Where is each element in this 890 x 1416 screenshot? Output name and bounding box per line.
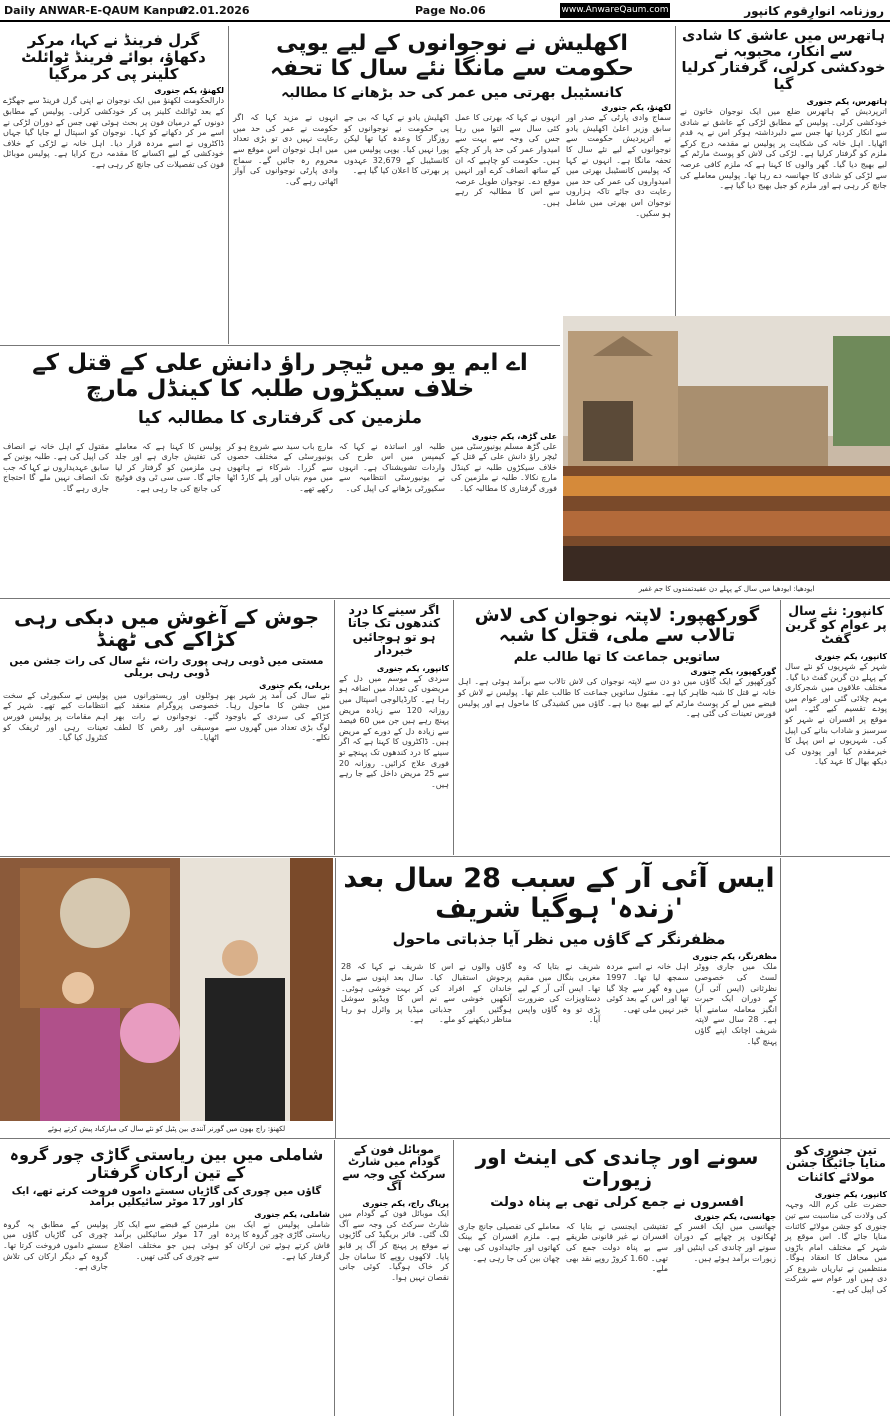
story-lucknow-suicide [0,26,227,344]
story-subheadline: ساتویں جماعت کا تھا طالب علم [513,650,721,666]
story-column: انہوں نے مزید کہا کہ اگر حکومت نے عمر کی حد میں رعایت نہیں دی تو بڑی تعداد میں اہل نوجوان اس موقع سے محروم رہ جائیں گے۔ سماج وادی پارٹی نوجوانوں کی آواز اٹھاتی رہے گی۔ [230,113,338,186]
story-body: سردی کے موسم میں دل کے مریضوں کی تعداد میں اضافہ ہو رہا ہے۔ کارڈیالوجی اسپتال میں روزانہ 120 سے زیادہ مریض پہنچ رہے ہیں جن میں 60 فیصد سے زیادہ دل کے دورے کے مریض ہیں۔ ڈاکٹروں کا کہنا ہے کہ اگر سینے کا درد کندھوں تک پہنچے تو فوری علاج کرائیں۔ روزانہ 20 سے 25 مریض داخل کیے جا رہے ہیں۔ [336,673,449,789]
story-column: تفتیشی ایجنسی نے بتایا کہ افسران نے غیر قانونی طریقے سے بے پناہ دولت جمع کی تھی۔ 1.60 کروڑ روپے نقد بھی ملے۔ [563,1221,668,1274]
story-headline: اگر سینے کا درد کندھوں تک جاتا ہو تو ہوجائیں خبردار [347,603,441,658]
dateline: کانپور، یکم جنوری [814,1190,887,1200]
story-column: اہل خانہ نے اسے مردہ سمجھ لیا تھا۔ 1997 میں وہ گھر سے چلا گیا تھا اور اس کے بعد کوئی خبر نہیں ملی تھی۔ [603,962,689,1014]
masthead [0,0,890,22]
story-headline: شاملی میں بین ریاستی گاڑی چور گروہ کے تین ارکان گرفتار [9,1145,324,1182]
paper-name-english: Daily ANWAR-E-QAUM Kanpur [4,4,189,17]
story-akhilesh [230,26,674,344]
story-column: علی گڑھ مسلم یونیورسٹی میں ٹیچر راؤ دانش علی کے قتل کے خلاف سیکڑوں طلبہ نے کینڈل مارچ نکالا۔ طلبہ نے ملزمین کی فوری گرفتاری کا مطالبہ کیا۔ [448,441,557,493]
dateline: علی گڑھ، یکم جنوری [471,431,557,441]
story-sir-sharif [338,858,780,1138]
story-column: شریف نے بتایا کہ وہ مغربی بنگال میں مقیم تھا۔ ایس آئی آر کے لیے دستاویزات کی ضرورت پڑی تو وہ گاؤں واپس آیا۔ [515,962,601,1025]
story-headline: موبائل فون کے گودام میں شارٹ سرکٹ کی وجہ سے آگ [342,1143,446,1193]
story-gorakhpur [455,600,779,855]
dateline: کانپور، یکم جنوری [814,652,887,661]
story-column: پولیس نے سکیورٹی کے سخت انتظامات کیے تھے۔ شہر کے اہم مقامات پر پولیس فورس تعینات رہی اور ٹریفک کو کنٹرول کیا گیا۔ [0,690,108,743]
story-column: پولیس کے مطابق یہ گروہ چوری کی گاڑیاں گاؤں میں سستے داموں فروخت کرتا تھا۔ گروہ کے دیگر ارکان کی تلاش جاری ہے۔ [0,1219,108,1272]
paper-name-urdu: روزنامہ انوارِقوم کانپور [744,4,884,18]
story-headline: گرل فرینڈ نے کہا، مرکر دکھاؤ، بوائے فرینڈ ٹوائلٹ کلینر پی کر مرگیا [21,31,206,83]
story-chest-pain [336,600,452,855]
story-headline: ہاتھرس میں عاشق کا شادی سے انکار، محبوبہ نے خودکشی کرلی، گرفتار کرلیا گیا [681,28,886,93]
dateline: پریاگ راج، یکم جنوری [362,1199,449,1209]
story-subheadline: کانسٹیبل بھرتی میں عمر کی حد بڑھانے کا مطالبہ [281,85,623,102]
story-hathras [677,26,890,316]
dateline: کانپور، یکم جنوری [376,663,449,673]
story-headline: ایس آئی آر کے سبب 28 سال بعد 'زندہ' ہوگیا شریف [343,863,775,925]
story-body: گورکھپور کے ایک گاؤں میں دو دن سے لاپتہ نوجوان کی لاش تالاب سے برآمد ہوئی ہے۔ اہل خانہ نے قتل کا شبہ ظاہر کیا ہے۔ مقتول ساتویں جماعت کا طالب علم تھا۔ پولیس نے لاش کو قبضے میں لے کر پوسٹ مارٹم کے لیے بھیج دیا ہے۔ گاؤں میں کشیدگی کا ماحول ہے اور پولیس فورس تعینات کی گئی ہے۔ [455,677,776,719]
story-column: جھانسی میں ایک افسر کے ٹھکانوں پر چھاپے کے دوران سونے اور چاندی کی اینٹیں اور زیورات برآمد ہوئے ہیں۔ [671,1221,776,1263]
dateline: بریلی، یکم جنوری [259,680,330,690]
story-column: اکھلیش یادو نے کہا کہ بی جے پی حکومت نے نوجوانوں کو روزگار کا وعدہ کیا تھا لیکن پورا نہیں کیا۔ یوپی پولیس میں کانسٹیبل کے 32,679 عہدوں پر بھرتی کا اعلان کیا گیا ہے۔ [341,113,449,176]
story-gold-silver [455,1140,779,1416]
story-subheadline: مستی میں ڈوبی رہی پوری رات، نئے سال کی رات جشن میں ڈوبی رہی بریلی [9,654,324,679]
story-body: ایک موبائل فون کے گودام میں شارٹ سرکٹ کی وجہ سے آگ لگ گئی۔ فائر بریگیڈ کی گاڑیوں نے موقع پر پہنچ کر آگ پر قابو پایا۔ لاکھوں روپے کا سامان جل کر خاک ہوگیا۔ کوئی جانی نقصان نہیں ہوا۔ [336,1209,449,1282]
story-subheadline: مظفرنگر کے گاؤں میں نظر آیا جذباتی ماحول [392,930,726,949]
story-column: شاملی پولیس نے ایک بین ریاستی گاڑی چور گروہ کا پردہ فاش کرتے ہوئے تین ارکان کو گرفتار کیا ہے۔ [222,1219,330,1261]
website-link[interactable]: www.AnwareQaum.com [560,3,670,18]
dateline: مظفرنگر، یکم جنوری [692,952,777,962]
issue-date: 02.01.2026 [180,4,250,17]
story-column: معاملے کی تفصیلی جانچ جاری ہے۔ ملزم افسران کے بینک کھاتوں اور جائیدادوں کی بھی چھان بین کی جا رہی ہے۔ [455,1221,560,1263]
story-headline: اے ایم یو میں ٹیچر راؤ دانش علی کے قتل کے خلاف سیکڑوں طلبہ کا کینڈل مارچ [32,350,528,402]
story-column: مقتول کے اہل خانہ نے انصاف کی اپیل کی ہے۔ طلبہ یونین کے سابق عہدیداروں نے کہا کہ جب تک انصاف نہیں ملے گا احتجاج جاری رہے گا۔ [0,441,109,493]
story-subheadline: ملزمین کی گرفتاری کا مطالبہ کیا [138,407,422,428]
story-headline: سونے اور چاندی کی اینٹ اور زیورات [475,1145,759,1192]
dateline: ہاتھرس، یکم جنوری [806,96,887,106]
story-column: گاؤں والوں نے اس کا پرجوش استقبال کیا۔ خاندان کے افراد کی آنکھیں خوشی سے نم ہوگئیں اور جذباتی مناظر دیکھنے کو ملے۔ [426,962,512,1025]
story-headline: گورکھپور: لاپتہ نوجوان کی لاش تالاب سے ملی، قتل کا شبہ [474,605,760,647]
photo-caption: ایودھیا: ایودھیا میں سال کے پہلے دن عقیدتمندوں کا جم غفیر [638,585,815,593]
story-column: نئے سال کی آمد پر شہر بھر میں جشن کا ماحول رہا۔ کڑاکے کی سردی کے باوجود لوگ بڑی تعداد میں گھروں سے نکلے۔ [222,690,330,743]
story-body: حضرت علی کرم اللہ وجہہ کی ولادت کی مناسبت سے تین جنوری کو جشن مولائے کائنات منایا جائے گا۔ اس موقع پر شہر کے مختلف امام باڑوں میں محافل کا انعقاد ہوگا۔ منتظمین نے تیاریاں شروع کر دی ہیں اور عوام سے شرکت کی اپیل کی ہے۔ [782,1200,887,1295]
story-headline: اکھلیش نے نوجوانوں کے لیے یوپی حکومت سے مانگا نئے سال کا تحفہ [269,31,635,81]
story-headline: کانپور: نئے سال پر عوام کو گرین گفٹ [785,603,887,646]
story-bareilly-new-year [0,600,333,855]
story-headline: جوش کے آغوش میں دبکی رہی کڑاکے کی ٹھنڈ [13,605,320,652]
ayodhya-crowd-photo [563,316,890,581]
story-amu-candle-march [0,347,560,597]
story-column: سماج وادی پارٹی کے صدر اور سابق وزیر اعلیٰ اکھلیش یادو نے اترپردیش حکومت سے نوجوانوں کے لیے نئے سال کا تحفہ مانگا ہے۔ انہوں نے کہا کہ پولیس کانسٹیبل بھرتی میں امیدواروں کی عمر کی حد میں رعایت دی جائے تاکہ ہزاروں نوجوان اس بھرتی میں شامل ہو سکیں۔ [563,113,671,218]
story-body: شہر کے شہریوں کو نئے سال کے پہلے دن گرین گفٹ دیا گیا۔ مختلف علاقوں میں شجرکاری مہم چلائی گئی اور عوام میں پودے تقسیم کیے گئے۔ اس موقع پر افسران نے شہر کو سرسبز و شاداب بنانے کی اپیل کی۔ شہریوں نے اس پہل کا خیرمقدم کیا اور پودوں کی دیکھ بھال کا عہد کیا۔ [782,662,887,767]
dateline: شاملی، یکم جنوری [254,1209,330,1219]
story-kanpur-green-gift [782,600,890,855]
story-headline: تین جنوری کو منایا جائیگا جشن مولائے کائنات [786,1143,886,1184]
dateline: لکھنؤ، یکم جنوری [601,103,671,113]
story-column: ملزمین کے قبضے سے ایک کار اور 17 موٹر سائیکلیں برآمد ہوئی ہیں جو مختلف اضلاع سے چوری کی گئی تھیں۔ [111,1219,219,1261]
story-body: دارالحکومت لکھنؤ میں ایک نوجوان نے اپنی گرل فرینڈ سے جھگڑے کے بعد ٹوائلٹ کلینر پی کر خودکشی کرلی۔ پولیس کے مطابق دونوں کے درمیان فون پر بحث ہوئی تھی جس کے دوران لڑکی نے اسے مر کر دکھانے کو کہا۔ نوجوان کو اسپتال لے جایا گیا جہاں ڈاکٹروں نے اسے مردہ قرار دیا۔ اہل خانہ نے لڑکی کے خلاف خودکشی کے لیے اکسانے کا مقدمہ درج کرایا ہے۔ پولیس موبائل فون کی تفصیلات کی جانچ کر رہی ہے۔ [0,96,224,169]
dateline: جھانسی، یکم جنوری [694,1211,776,1221]
story-subheadline: افسروں نے جمع کرلی تھی بے پناہ دولت [490,1194,744,1210]
story-column: انہوں نے کہا کہ بھرتی کا عمل کئی سال سے التوا میں رہا جس کی وجہ سے بہت سے امیدوار عمر کی حد پار کر چکے ہیں۔ حکومت کو چاہیے کہ ان کے ساتھ انصاف کرے اور انہیں موقع دے۔ نوجوان طویل عرصہ سے اس کا مطالبہ کر رہے ہیں۔ [452,113,560,207]
story-column: ملک میں جاری ووٹر لسٹ کی خصوصی نظرثانی (ایس آئی آر) کے دوران ایک حیرت انگیز معاملہ سامنے آیا ہے۔ 28 سال سے لاپتہ شریف اچانک اپنے گاؤں پہنچ گیا۔ [692,962,777,1046]
story-column: طلبہ اور اساتذہ نے کہا کہ کیمپس میں اس طرح کی واردات تشویشناک ہے۔ انہوں نے یونیورسٹی انتظامیہ سے سکیورٹی بڑھانے کی اپیل کی۔ [336,441,445,493]
photo-caption: لکھنؤ: راج بھون میں گورنر آنندی بین پٹیل کو نئے سال کی مبارکباد پیش کرتے ہوئے [47,1125,286,1133]
dateline: گورکھپور، یکم جنوری [690,667,776,677]
story-column: ہوٹلوں اور ریستورانوں میں خصوصی پروگرام منعقد کیے گئے۔ نوجوانوں نے رات بھر موسیقی اور رقص کا لطف اٹھایا۔ [111,690,219,743]
story-jashn-maula [782,1140,890,1416]
story-column: مارچ باب سید سے شروع ہو کر یونیورسٹی کے مختلف حصوں سے گزرا۔ شرکاء نے ہاتھوں میں موم بتیاں اور پلے کارڈ اٹھا رکھے تھے۔ [224,441,333,493]
photo-governor [0,858,333,1138]
story-body: اترپردیش کے ہاتھرس ضلع میں ایک نوجوان خاتون نے خودکشی کرلی۔ پولیس کے مطابق لڑکی کے عاشق نے شادی سے انکار کردیا تھا جس سے دلبرداشتہ ہوکر اس نے یہ قدم اٹھایا۔ اہل خانہ کی شکایت پر پولیس نے مقدمہ درج کرکے ملزم کو گرفتار کرلیا ہے۔ لڑکی کی لاش کو پوسٹ مارٹم کے لیے بھیج دیا گیا۔ گھر والوں کا کہنا ہے کہ ملزم کافی عرصہ سے لڑکی کو شادی کا جھانسہ دے رہا تھا۔ پولیس معاملے کی جانچ کر رہی ہے اور ملزم کو جیل بھیج دیا گیا ہے۔ [677,106,887,191]
story-mobile-fire [336,1140,452,1416]
dateline: لکھنؤ، یکم جنوری [154,86,224,96]
governor-greeting-photo [0,858,333,1121]
story-shamli-vehicle-theft [0,1140,333,1416]
page-number: Page No.06 [415,4,486,17]
story-column: پولیس کا کہنا ہے کہ معاملے کی تفتیش جاری ہے اور جلد ہی ملزمین کو گرفتار کر لیا جائے گا۔ سی سی ٹی وی فوٹیج کی جانچ کی جا رہی ہے۔ [112,441,221,493]
story-subheadline: گاؤں میں چوری کی گاڑیاں سستے داموں فروخت کرتے تھے، ایک کار اور 17 موٹر سائیکلیں برآمد [11,1185,322,1208]
story-column: شریف نے کہا کہ 28 سال بعد اپنوں سے مل کر بہت خوشی ہوئی۔ اس کا ویڈیو سوشل میڈیا پر وائرل ہو رہا ہے۔ [338,962,424,1025]
photo-ayodhya [563,316,890,596]
